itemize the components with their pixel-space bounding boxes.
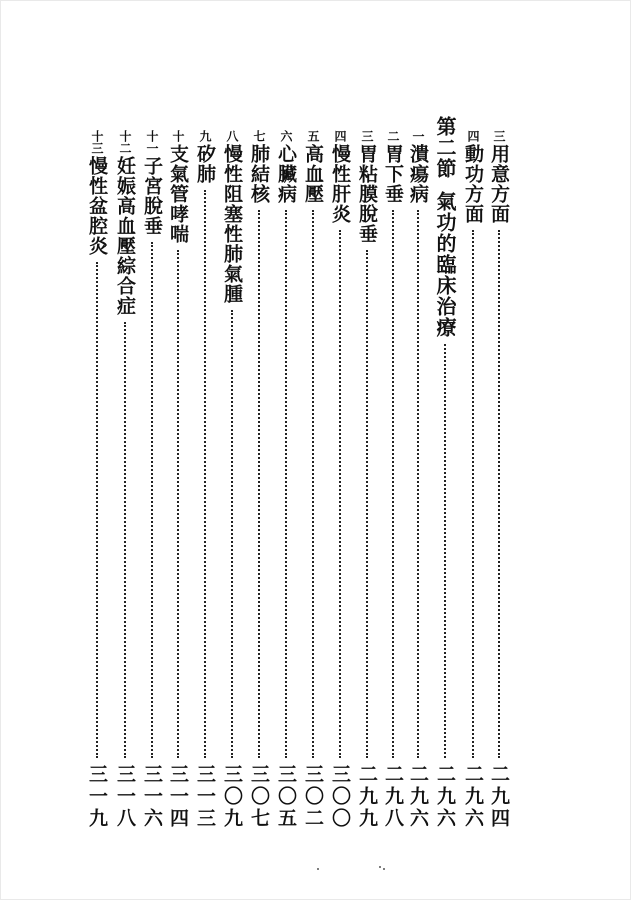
entry-text (138, 130, 166, 236)
entry-title: 支氣管哮喘 (167, 144, 189, 244)
dot-leader (498, 230, 500, 758)
entry-text (218, 130, 246, 304)
toc-entry[interactable] (83, 0, 111, 900)
toc-entry[interactable] (459, 0, 487, 900)
dot-leader (96, 262, 98, 758)
toc-entry[interactable] (404, 0, 432, 900)
dot-leader (124, 322, 126, 758)
entry-text (111, 130, 139, 316)
entry-text (459, 130, 487, 224)
toc-entry[interactable] (191, 0, 219, 900)
entry-text (404, 130, 432, 204)
entry-title: 動功方面 (462, 144, 484, 224)
entry-title: 肺結核 (248, 144, 270, 204)
entry-title: 慢性阻塞性肺氣腫 (221, 144, 243, 304)
entry-text (272, 130, 300, 204)
section-title: 氣功的臨床治療 (433, 191, 457, 338)
dot-leader (151, 242, 153, 758)
dot-leader (417, 210, 419, 758)
dot-leader (472, 230, 474, 758)
entry-number: 九 (198, 130, 212, 142)
entry-number: 十三 (90, 130, 104, 154)
entry-page-number: 二九六 (462, 764, 484, 830)
entry-text (299, 130, 327, 204)
entry-number: 二 (386, 130, 400, 142)
entry-page-number: 三一九 (86, 764, 108, 830)
toc-entry[interactable] (111, 0, 139, 900)
dot-leader (177, 250, 179, 758)
entry-title: 胃粘膜脫垂 (356, 144, 378, 244)
entry-page-number: 二九六 (434, 764, 456, 830)
section-number: 第二節 (433, 116, 457, 179)
entry-page-number: 三〇〇 (329, 764, 351, 830)
entry-page-number: 三〇九 (221, 764, 243, 830)
entry-number: 三 (492, 130, 506, 142)
entry-text (191, 130, 219, 184)
entry-number: 三 (360, 130, 374, 142)
entry-text (326, 130, 354, 224)
entry-number: 八 (225, 130, 239, 142)
entry-page-number: 三一八 (114, 764, 136, 830)
entry-title: 用意方面 (488, 144, 510, 224)
heading-text (431, 116, 459, 338)
entry-page-number: 二九八 (382, 764, 404, 830)
entry-title: 子宮脫垂 (141, 156, 163, 236)
entry-page-number: 三〇二 (302, 764, 324, 830)
entry-page-number: 二九六 (407, 764, 429, 830)
toc-entry[interactable] (245, 0, 273, 900)
entry-page-number: 三一四 (167, 764, 189, 830)
entry-number: 七 (252, 130, 266, 142)
entry-title: 心臟病 (275, 144, 297, 204)
dot-leader (444, 344, 446, 758)
dot-leader (366, 250, 368, 758)
dot-leader (312, 210, 314, 758)
entry-text (83, 130, 111, 256)
entry-page-number: 三〇七 (248, 764, 270, 830)
entry-title: 慢性盆腔炎 (86, 156, 108, 256)
toc-entry[interactable] (299, 0, 327, 900)
entry-page-number: 三一三 (194, 764, 216, 830)
toc-entry[interactable] (138, 0, 166, 900)
entry-number: 五 (306, 130, 320, 142)
entry-number: 四 (333, 130, 347, 142)
entry-number: 四 (466, 130, 480, 142)
entry-title: 潰瘍病 (407, 144, 429, 204)
toc-entry[interactable] (218, 0, 246, 900)
toc-entry[interactable] (272, 0, 300, 900)
dot-leader (285, 210, 287, 758)
entry-title: 高血壓 (302, 144, 324, 204)
entry-title: 妊娠高血壓綜合症 (114, 156, 136, 316)
entry-text (245, 130, 273, 204)
dot-leader (204, 190, 206, 758)
entry-title: 胃下垂 (382, 144, 404, 204)
entry-text (379, 130, 407, 204)
entry-text (164, 130, 192, 244)
entry-number: 六 (279, 130, 293, 142)
dot-leader (231, 310, 233, 758)
entry-page-number: 三〇五 (275, 764, 297, 830)
section-heading[interactable] (431, 0, 459, 900)
dot-leader (258, 210, 260, 758)
entry-page-number: 二九九 (356, 764, 378, 830)
entry-title: 慢性肝炎 (329, 144, 351, 224)
entry-number: 一 (411, 130, 425, 142)
print-speck (317, 868, 319, 870)
print-speck (383, 868, 385, 870)
entry-text (353, 130, 381, 244)
entry-text (485, 130, 513, 224)
entry-number: 十二 (118, 130, 132, 154)
dot-leader (392, 210, 394, 758)
entry-number: 十 (171, 130, 185, 142)
entry-page-number: 二九四 (488, 764, 510, 830)
dot-leader (339, 230, 341, 758)
toc-entry[interactable] (353, 0, 381, 900)
entry-title: 矽肺 (194, 144, 216, 184)
entry-number: 十一 (145, 130, 159, 154)
toc-entry[interactable] (164, 0, 192, 900)
toc-entry[interactable] (379, 0, 407, 900)
print-speck (379, 866, 381, 868)
toc-entry[interactable] (326, 0, 354, 900)
toc-entry[interactable] (485, 0, 513, 900)
entry-page-number: 三一六 (141, 764, 163, 830)
